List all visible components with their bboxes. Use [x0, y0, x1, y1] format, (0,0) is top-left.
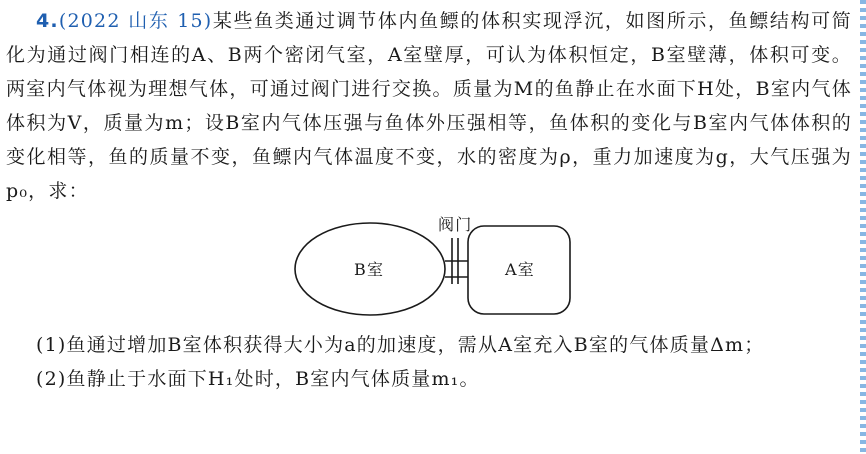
- problem-block: [6, 4, 852, 396]
- fish-bladder-diagram: [6, 214, 852, 324]
- page-border-decoration: [860, 0, 866, 454]
- problem-source: (2022 山东 15): [58, 10, 213, 32]
- question-2: [6, 362, 852, 396]
- question-1-text: 鱼通过增加B室体积获得大小为a的加速度，需从A室充入B室的气体质量Δm；: [66, 334, 765, 356]
- chamber-b-label: B室: [354, 260, 385, 279]
- question-1-label: (1): [36, 334, 67, 356]
- problem-number: 4.: [36, 10, 59, 32]
- problem-text: 某些鱼类通过调节体内鱼鳔的体积实现浮沉，如图所示，鱼鳔结构可简化为通过阀门相连的A、B两个密闭气室，A室壁厚，可认为体积恒定，B室壁薄，体积可变。两室内气体视为理想气体，可通过阀门进行交换。质量为M的鱼静止在水面下H处，B室内气体体积为V，质量为m；设B室内气体压强与鱼体外压强相等，鱼体积的变化与B室内气体体积的变化相等，鱼的质量不变，鱼鳔内气体温度不变，水的密度为ρ，重力加速度为g，大气压强为p₀，求：: [6, 10, 852, 202]
- question-2-text: 鱼静止于水面下H₁处时，B室内气体质量m₁。: [66, 368, 480, 390]
- problem-stem: [6, 4, 852, 208]
- valve-label: 阀门: [438, 215, 473, 234]
- diagram-svg: [6, 214, 852, 324]
- question-1: [6, 328, 852, 362]
- chamber-a-label: A室: [505, 260, 535, 279]
- question-2-label: (2): [36, 368, 67, 390]
